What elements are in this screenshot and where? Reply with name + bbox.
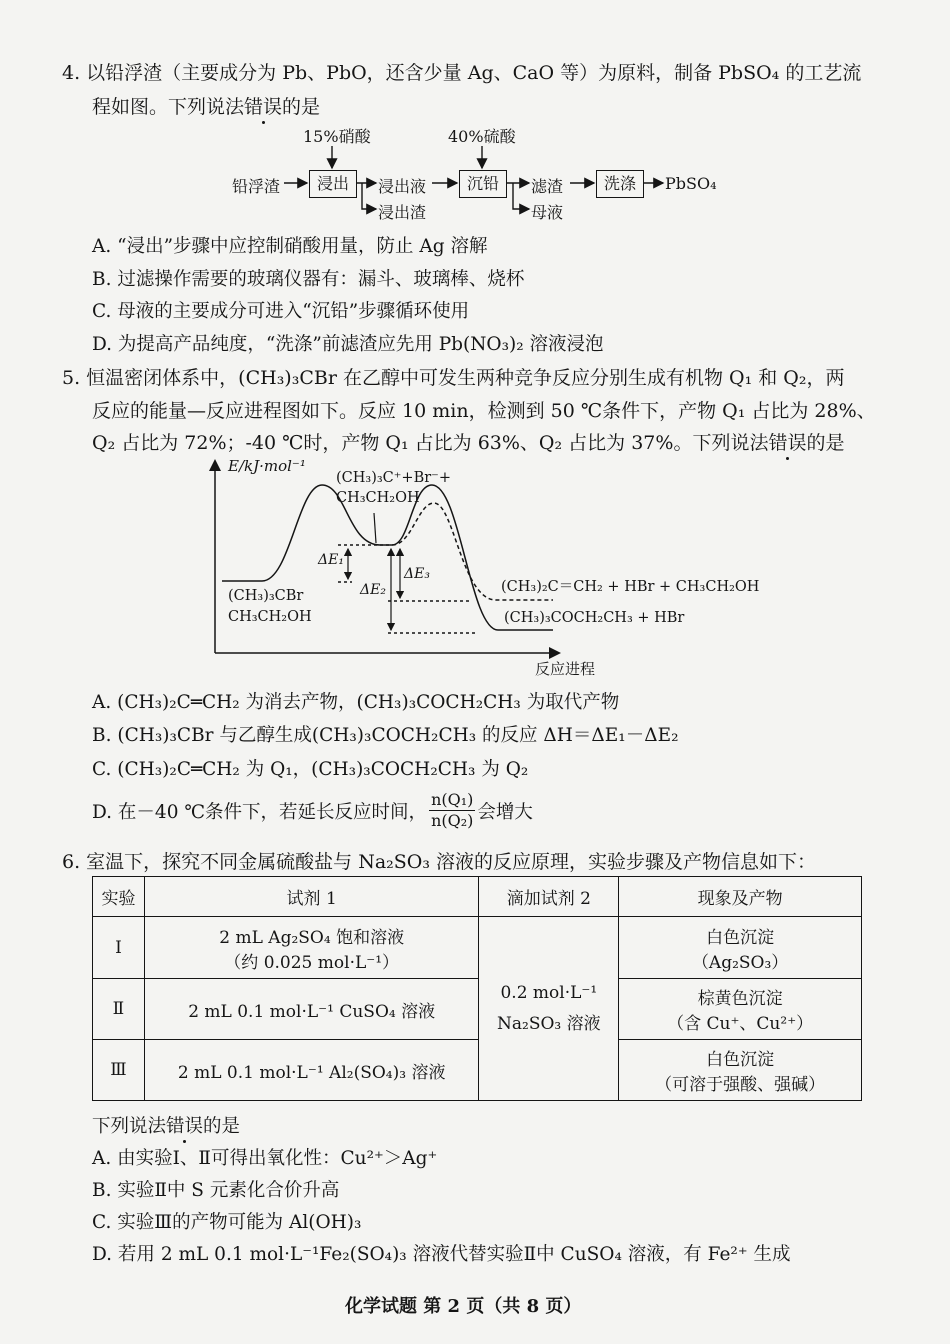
q5-option-c: C. (CH₃)₂C═CH₂ 为 Q₁，(CH₃)₃COCH₂CH₃ 为 Q₂ xyxy=(92,759,529,780)
row-reagent1: 2 mL 0.1 mol·L⁻¹ CuSO₄ 溶液 xyxy=(144,979,479,1040)
row-id: Ⅱ xyxy=(93,979,145,1040)
ratio-fraction: $\frac{\text{n(Q₁)}}{\text{n(Q₂)}}$ xyxy=(431,790,474,830)
q4-option-d: D. 为提高产品纯度，“洗涤”前滤渣应先用 Pb(NO₃)₂ 溶液浸泡 xyxy=(92,334,604,355)
dE1-label: ΔE₁ xyxy=(318,552,344,568)
row-result: 白色沉淀 （可溶于强酸、强碱） xyxy=(619,1040,862,1101)
q6-option-c: C. 实验Ⅲ的产物可能为 Al(OH)₃ xyxy=(92,1212,362,1233)
page-footer: 化学试题 第 2 页（共 8 页） xyxy=(345,1296,582,1317)
flow-step-leach: 浸出 xyxy=(309,170,357,198)
row-id: Ⅰ xyxy=(93,917,145,979)
header-result: 现象及产物 xyxy=(619,877,862,917)
flow-arrows xyxy=(0,0,950,240)
q6-prompt: 下列说法错误的是 xyxy=(92,1116,241,1137)
dE2-label: ΔE₂ xyxy=(360,582,386,598)
table-row xyxy=(93,917,862,979)
flow-out1: 浸出液 xyxy=(378,177,427,196)
row-reagent1: 2 mL Ag₂SO₄ 饱和溶液 （约 0.025 mol·L⁻¹） xyxy=(144,917,479,979)
intermediate-label-2: CH₃CH₂OH xyxy=(336,490,420,506)
row-result: 棕黄色沉淀 （含 Cu⁺、Cu²⁺） xyxy=(619,979,862,1040)
header-experiment: 实验 xyxy=(93,877,145,917)
q5-option-d: D. 在－40 ℃条件下，若延长反应时间， $\frac{\text{n(Q₁)}}{\text{n(Q₂)}}$ 会增大 xyxy=(92,790,533,830)
row-reagent1: 2 mL 0.1 mol·L⁻¹ Al₂(SO₄)₃ 溶液 xyxy=(144,1040,479,1101)
flow-out2: 滤渣 xyxy=(531,177,564,196)
energy-diagram xyxy=(0,455,950,685)
reactant-label-1: (CH₃)₃CBr xyxy=(228,588,304,604)
q4-stem-line2: 程如图。下列说法错误的是 xyxy=(92,96,321,118)
experiment-table xyxy=(92,876,862,1101)
flow-input: 铅浮渣 xyxy=(232,177,281,196)
table-row xyxy=(93,979,862,1040)
q5-stem-line1: 5. 恒温密闭体系中，(CH₃)₃CBr 在乙醇中可发生两种竞争反应分别生成有机物 Q₁ 和 Q₂，两 xyxy=(62,367,845,389)
q6-option-d: D. 若用 2 mL 0.1 mol·L⁻¹Fe₂(SO₄)₃ 溶液代替实验Ⅱ中 CuSO₄ 溶液，有 Fe²⁺ 生成 xyxy=(92,1244,791,1265)
reactant-label-2: CH₃CH₂OH xyxy=(228,609,312,625)
header-reagent2: 滴加试剂 2 xyxy=(479,877,619,917)
row-id: Ⅲ xyxy=(93,1040,145,1101)
q6-option-b: B. 实验Ⅱ中 S 元素化合价升高 xyxy=(92,1180,340,1201)
reagent2-cell: 0.2 mol·L⁻¹ Na₂SO₃ 溶液 xyxy=(479,917,619,1101)
q4-emphasis: 错误 xyxy=(244,96,283,118)
product-label-elimination: (CH₃)₂C＝CH₂ + HBr + CH₃CH₂OH xyxy=(501,579,760,595)
q5-option-b: B. (CH₃)₃CBr 与乙醇生成(CH₃)₃COCH₂CH₃ 的反应 ΔH＝ΔE₁－ΔE₂ xyxy=(92,725,679,746)
dE3-label: ΔE₃ xyxy=(404,566,430,582)
energy-ylabel: E/kJ·mol⁻¹ xyxy=(228,457,306,475)
flow-waste1: 浸出渣 xyxy=(378,203,427,222)
header-reagent1: 试剂 1 xyxy=(144,877,479,917)
q5-emphasis: 错误 xyxy=(768,432,807,454)
q6-option-a: A. 由实验Ⅰ、Ⅱ可得出氧化性：Cu²⁺＞Ag⁺ xyxy=(92,1148,438,1169)
flow-step-wash: 洗涤 xyxy=(596,170,644,198)
row-result: 白色沉淀 （Ag₂SO₃） xyxy=(619,917,862,979)
q6-emphasis: 错误 xyxy=(166,1116,204,1137)
flow-waste2: 母液 xyxy=(531,203,564,222)
table-row xyxy=(93,1040,862,1101)
energy-xlabel: 反应进程 xyxy=(535,660,596,678)
flow-reagent1: 15%硝酸 xyxy=(303,127,371,146)
q4-option-b: B. 过滤操作需要的玻璃仪器有：漏斗、玻璃棒、烧杯 xyxy=(92,269,525,290)
flow-product: PbSO₄ xyxy=(665,174,717,193)
q4-option-c: C. 母液的主要成分可进入“沉铅”步骤循环使用 xyxy=(92,301,470,322)
q5-stem-line3: Q₂ 占比为 72%；-40 ℃时，产物 Q₁ 占比为 63%、Q₂ 占比为 37%。下列说法错误的是 xyxy=(92,432,845,454)
q5-option-a: A. (CH₃)₂C═CH₂ 为消去产物，(CH₃)₃COCH₂CH₃ 为取代产物 xyxy=(92,692,620,713)
flow-step-precip: 沉铅 xyxy=(459,170,507,198)
q6-stem: 6. 室温下，探究不同金属硫酸盐与 Na₂SO₃ 溶液的反应原理，实验步骤及产物信息如下： xyxy=(62,851,817,873)
intermediate-label-1: (CH₃)₃C⁺+Br⁻+ xyxy=(336,470,451,486)
q5-stem-line2: 反应的能量—反应进程图如下。反应 10 min，检测到 50 ℃条件下，产物 Q₁ 占比为 28%、 xyxy=(92,400,876,422)
q4-option-a: A. “浸出”步骤中应控制硝酸用量，防止 Ag 溶解 xyxy=(92,236,488,257)
q4-stem-line1: 4. 以铅浮渣（主要成分为 Pb、PbO，还含少量 Ag、CaO 等）为原料，制备 PbSO₄ 的工艺流 xyxy=(62,62,862,84)
flow-reagent2: 40%硫酸 xyxy=(448,127,516,146)
product-label-substitution: (CH₃)₃COCH₂CH₃ + HBr xyxy=(504,610,685,626)
